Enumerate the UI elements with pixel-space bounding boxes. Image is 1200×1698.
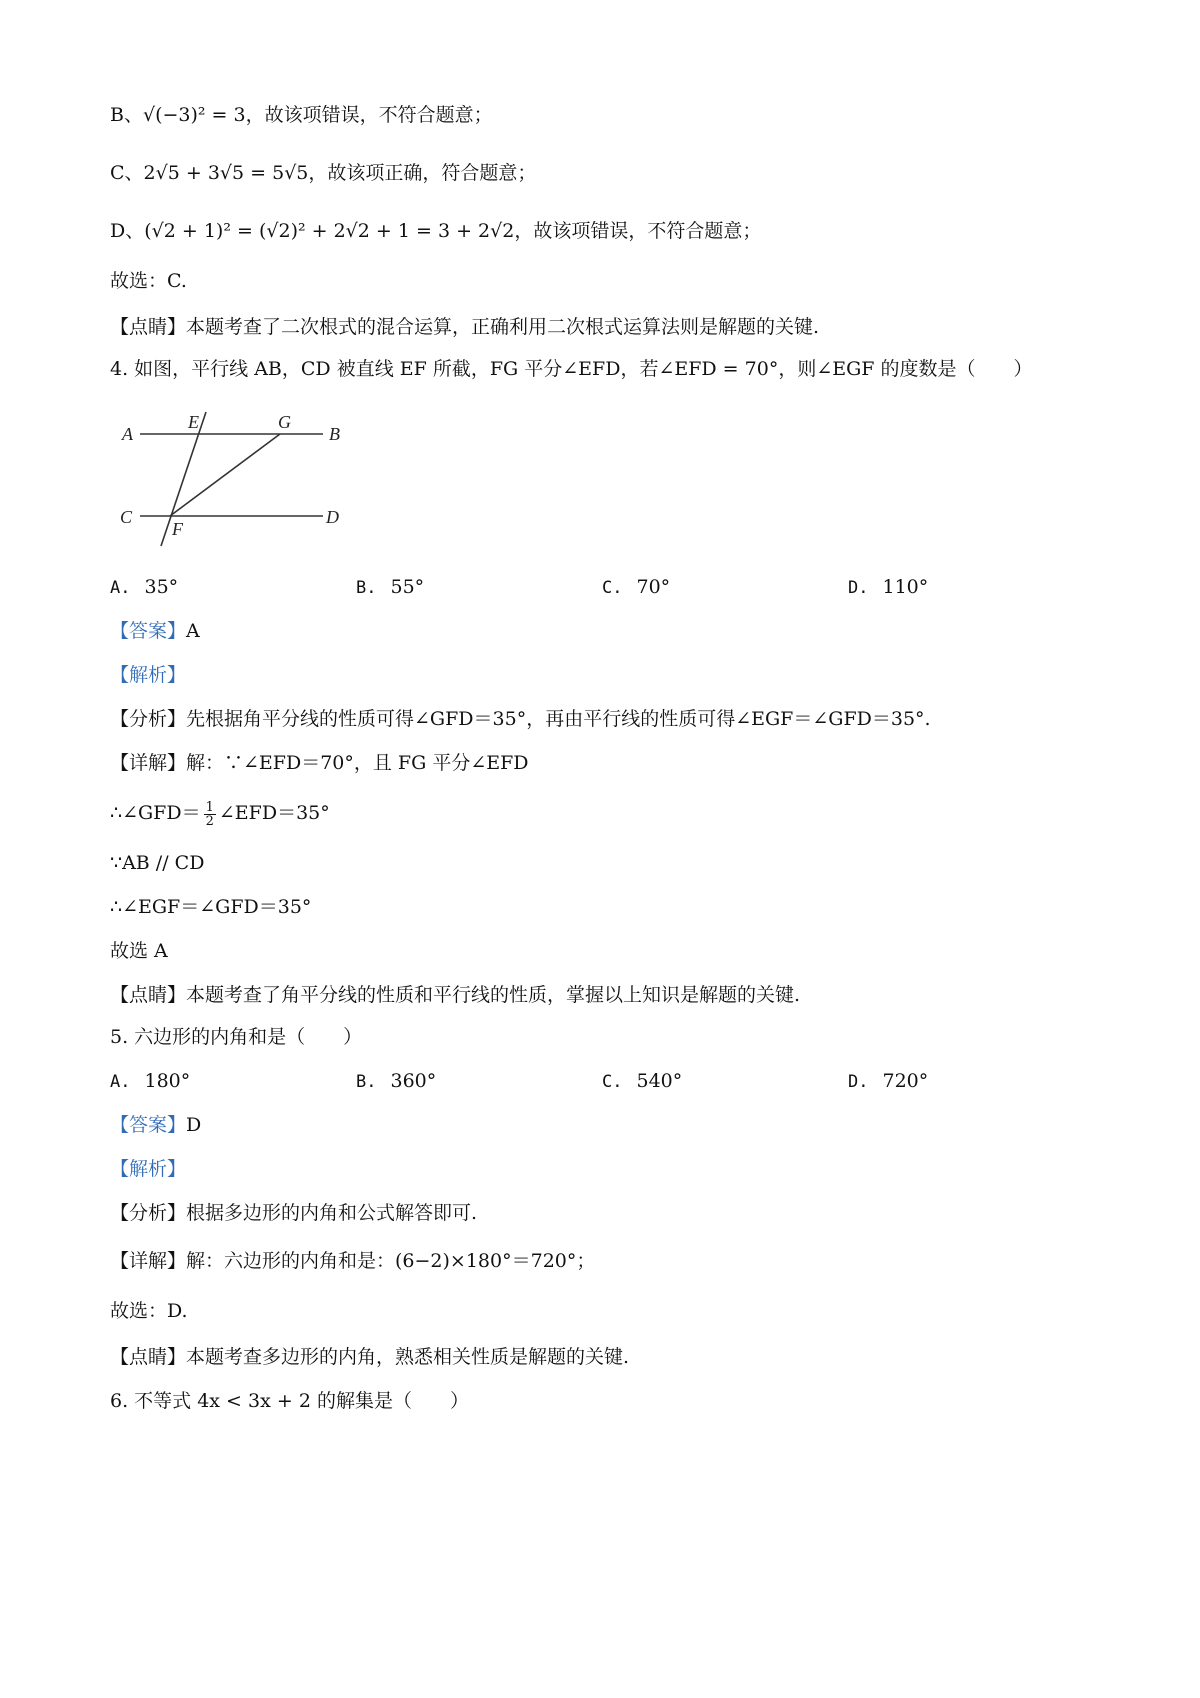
q5-analysis: 【分析】根据多边形的内角和公式解答即可.	[110, 1202, 478, 1224]
q5-conclusion: 故选：D.	[110, 1300, 188, 1322]
q4-analysis: 【分析】先根据角平分线的性质可得∠GFD＝35°，再由平行线的性质可得∠EGF＝∠GFD＝35°.	[110, 708, 931, 730]
q5-remark: 【点睛】本题考查多边形的内角，熟悉相关性质是解题的关键.	[110, 1346, 630, 1368]
label-d: D	[326, 507, 339, 527]
line-fg	[170, 434, 280, 516]
label-c: C	[120, 507, 133, 527]
q4-answer: 【答案】A	[110, 620, 200, 642]
label-g: G	[278, 412, 291, 432]
q5-analysis-tag: 【解析】	[110, 1158, 187, 1180]
option-c-explanation: C、2√5 + 3√5 = 5√5，故该项正确，符合题意；	[110, 162, 537, 184]
line-ef	[161, 412, 206, 546]
q5-answer: 【答案】D	[110, 1114, 202, 1136]
q5-option-c: C. 540°	[602, 1070, 683, 1092]
q4-option-b: B. 55°	[356, 576, 425, 598]
q4-option-c: C. 70°	[602, 576, 671, 598]
q4-detail: 【详解】解：∵∠EFD＝70°，且 FG 平分∠EFD	[110, 752, 529, 774]
option-b-explanation: B、√(−3)² = 3，故该项错误，不符合题意；	[110, 104, 493, 126]
q4-step-2: ∵AB // CD	[110, 852, 205, 874]
q3-remark: 【点睛】本题考查了二次根式的混合运算，正确利用二次根式运算法则是解题的关键.	[110, 316, 820, 338]
label-b: B	[329, 424, 340, 444]
q5-option-a: A. 180°	[110, 1070, 191, 1092]
q4-remark: 【点睛】本题考查了角平分线的性质和平行线的性质，掌握以上知识是解题的关键.	[110, 984, 801, 1006]
q4-option-d: D. 110°	[848, 576, 929, 598]
label-a: A	[122, 424, 133, 444]
parallel-lines-figure	[118, 404, 358, 554]
q5-option-d: D. 720°	[848, 1070, 929, 1092]
q4-step-3: ∴∠EGF＝∠GFD＝35°	[110, 896, 312, 918]
q4-analysis-tag: 【解析】	[110, 664, 187, 686]
option-d-explanation: D、(√2 + 1)² = (√2)² + 2√2 + 1 = 3 + 2√2，故该项错误，不符合题意；	[110, 220, 762, 242]
question-5-stem: 5. 六边形的内角和是（ ）	[110, 1026, 363, 1048]
q4-step-1: ∴∠GFD＝ $\frac{1}{2}$ ∠EFD＝35°	[110, 799, 330, 829]
q4-option-a: A. 35°	[110, 576, 179, 598]
label-e: E	[188, 412, 199, 432]
question-6-stem: 6. 不等式 4x < 3x + 2 的解集是（ ）	[110, 1390, 469, 1412]
q3-conclusion: 故选：C.	[110, 270, 187, 292]
label-f: F	[172, 519, 183, 539]
q5-detail: 【详解】解：六边形的内角和是：(6−2)×180°＝720°；	[110, 1250, 596, 1272]
q4-conclusion: 故选 A	[110, 940, 168, 962]
question-4-stem: 4. 如图，平行线 AB，CD 被直线 EF 所截，FG 平分∠EFD，若∠EFD = 70°，则∠EGF 的度数是（ ）	[110, 358, 1033, 380]
q5-option-b: B. 360°	[356, 1070, 437, 1092]
fraction-half: $\frac{1}{2}$	[205, 799, 214, 829]
